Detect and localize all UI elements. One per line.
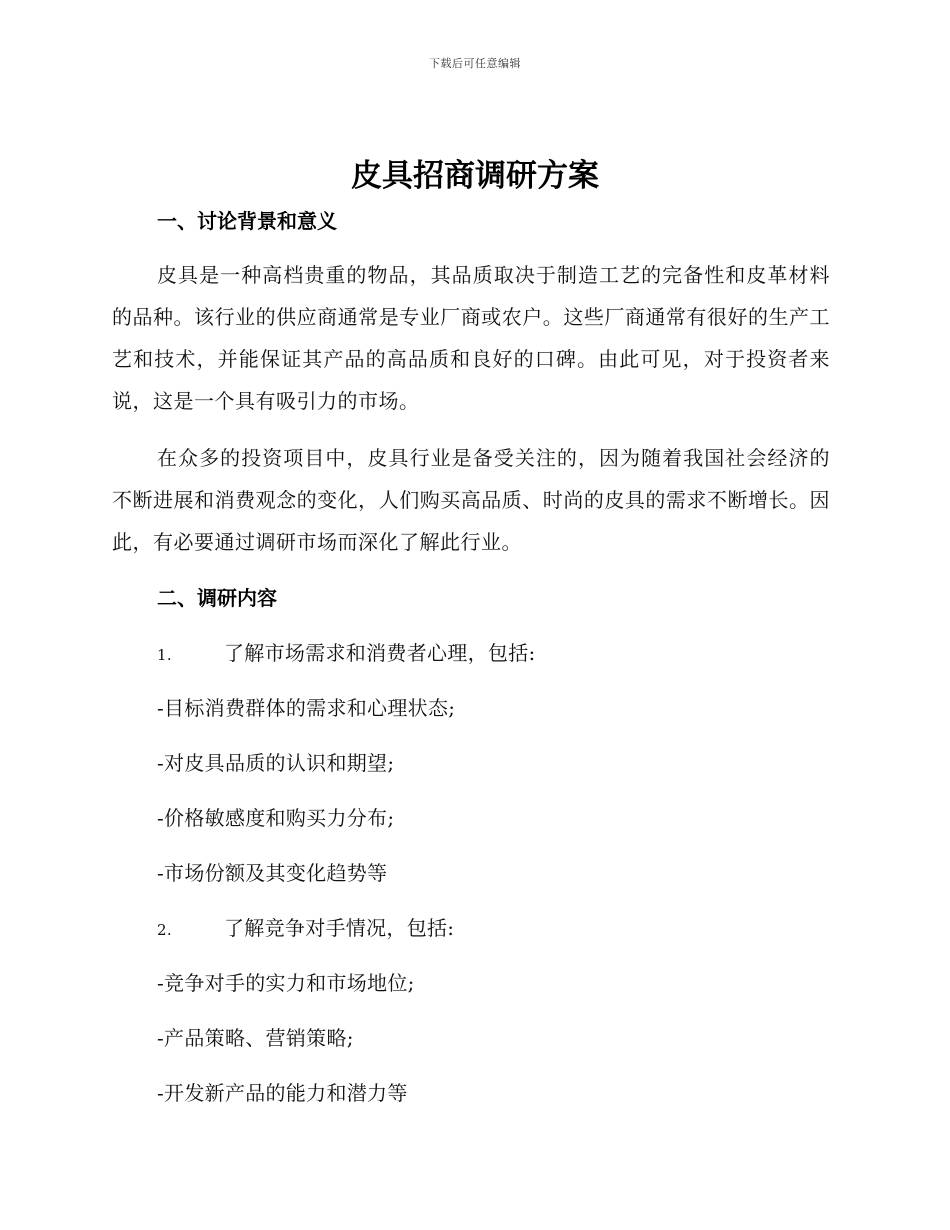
- sub-item: -对皮具品质的认识和期望;: [157, 751, 395, 775]
- paragraph-background-2: 在众多的投资项目中，皮具行业是备受关注的，因为随着我国社会经济的不断进展和消费观念的变化，人们购买高品质、时尚的皮具的需求不断增长。因此，有必要通过调研市场而深化了解此行业。: [112, 446, 830, 554]
- sub-item: -目标消费群体的需求和心理状态;: [157, 696, 456, 720]
- sub-item: -竞争对手的实力和市场地位;: [157, 971, 415, 995]
- list-item-2: [157, 912, 454, 941]
- sub-item: -开发新产品的能力和潜力等: [157, 1081, 408, 1105]
- document-title: 皮具招商调研方案: [351, 158, 599, 194]
- header-note: 下载后可任意编辑: [429, 57, 521, 70]
- sub-item: -市场份额及其变化趋势等: [157, 861, 388, 885]
- section-heading-background: 一、讨论背景和意义: [157, 209, 337, 233]
- sub-item: -产品策略、营销策略;: [157, 1026, 354, 1050]
- section-heading-research-content: 二、调研内容: [157, 586, 277, 610]
- list-item-number: 2.: [157, 921, 172, 939]
- list-item-number: 1.: [157, 646, 172, 664]
- list-item-text: 了解市场需求和消费者心理，包括:: [224, 641, 536, 665]
- paragraph-background-1: 皮具是一种高档贵重的物品，其品质取决于制造工艺的完备性和皮革材料的品种。该行业的供应商通常是专业厂商或农户。这些厂商通常有很好的生产工艺和技术，并能保证其产品的高品质和良好的口碑。由此可见，对于投资者来说，这是一个具有吸引力的市场。: [112, 263, 830, 413]
- sub-item: -价格敏感度和购买力分布;: [157, 806, 395, 830]
- list-item-1: [157, 637, 536, 666]
- list-item-text: 了解竞争对手情况，包括:: [224, 916, 455, 940]
